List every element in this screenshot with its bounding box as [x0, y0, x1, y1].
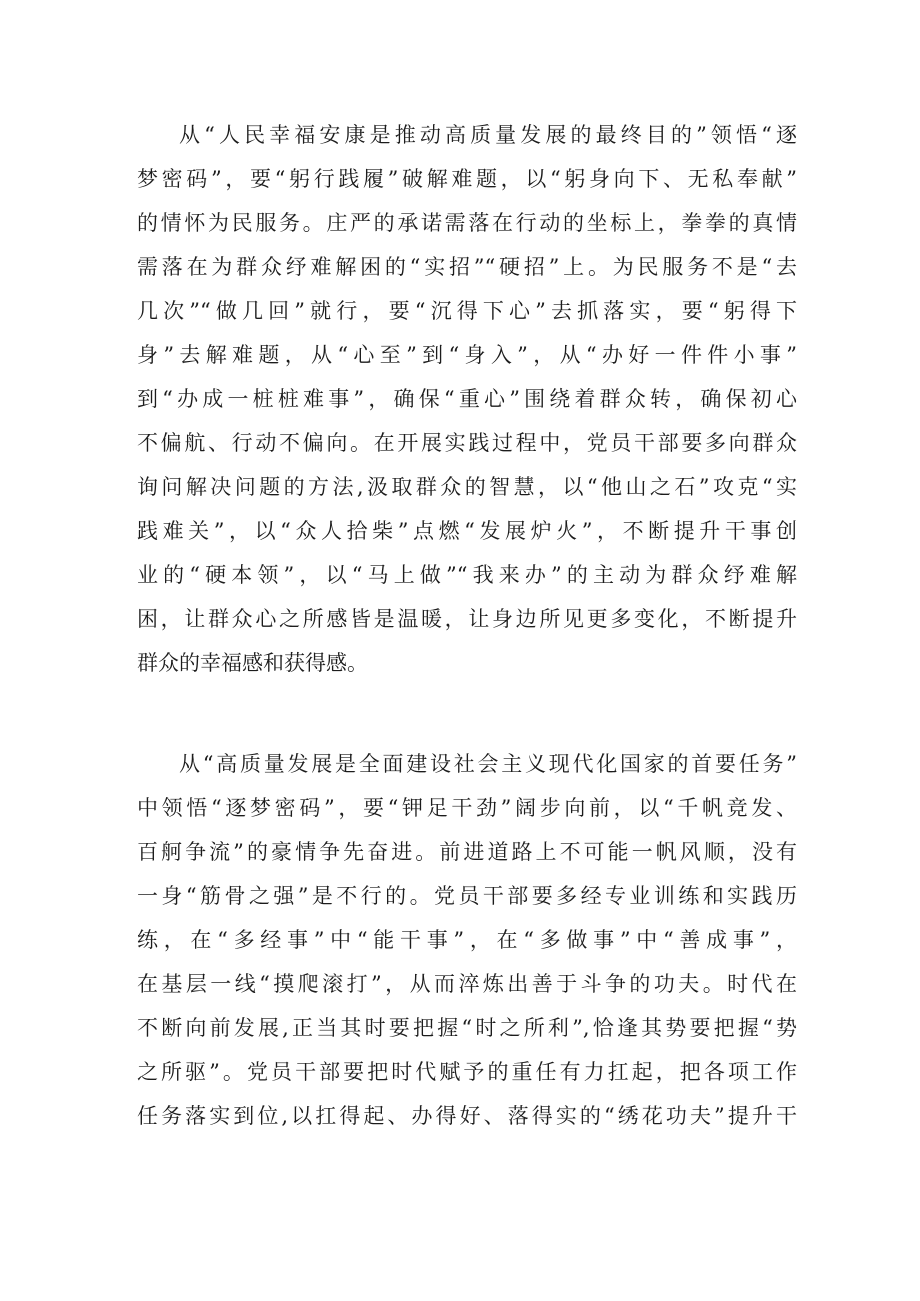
paragraph-line: 中领悟“逐梦密码”，要“钾足干劲”阔步向前，以“千帆竞发、 [137, 796, 797, 820]
paragraph-line: 梦密码”，要“躬行践履”破解难题，以“躬身向下、无私奉献” [137, 167, 797, 191]
paragraph-line: 的情怀为民服务。庄严的承诺需落在行动的坐标上，拳拳的真情 [137, 211, 797, 235]
paragraph-line: 群众的幸福感和获得感。 [137, 651, 368, 675]
paragraph-line: 践难关”，以“众人拾柴”点燃“发展炉火”，不断提升干事创 [137, 519, 797, 543]
paragraph-line: 需落在为群众纾难解困的“实招”“硬招”上。为民服务不是“去 [137, 255, 797, 279]
paragraph-2 [137, 742, 797, 1138]
paragraph-line: 从“人民幸福安康是推动高质量发展的最终目的”领悟“逐 [179, 123, 797, 147]
paragraph-line: 之所驱”。党员干部要把时代赋予的重任有力扛起，把各项工作 [137, 1060, 797, 1084]
paragraph-1 [137, 113, 797, 685]
paragraph-line: 到“办成一桩桩难事”，确保“重心”围绕着群众转，确保初心 [137, 387, 797, 411]
paragraph-line: 一身“筋骨之强”是不行的。党员干部要多经专业训练和实践历 [137, 884, 797, 908]
paragraph-line: 百舸争流”的豪情争先奋进。前进道路上不可能一帆风顺，没有 [137, 840, 797, 864]
paragraph-line: 练，在“多经事”中“能干事”，在“多做事”中“善成事”， [137, 928, 797, 952]
paragraph-line: 困，让群众心之所感皆是温暖，让身边所见更多变化，不断提升 [137, 607, 797, 631]
paragraph-line: 业的“硬本领”，以“马上做”“我来办”的主动为群众纾难解 [137, 563, 797, 587]
paragraph-line: 任务落实到位,以扛得起、办得好、落得实的“绣花功夫”提升干 [137, 1104, 797, 1128]
paragraph-line: 从“高质量发展是全面建设社会主义现代化国家的首要任务” [179, 752, 797, 776]
paragraph-line: 不偏航、行动不偏向。在开展实践过程中，党员干部要多向群众 [137, 431, 797, 455]
paragraph-line: 不断向前发展,正当其时要把握“时之所利”,恰逢其势要把握“势 [137, 1016, 797, 1040]
paragraph-line: 在基层一线“摸爬滚打”，从而淬炼出善于斗争的功夫。时代在 [137, 972, 797, 996]
paragraph-line: 询问解决问题的方法,汲取群众的智慧，以“他山之石”攻克“实 [137, 475, 797, 499]
paragraph-line: 身”去解难题，从“心至”到“身入”，从“办好一件件小事” [137, 343, 797, 367]
paragraph-line: 几次”“做几回”就行，要“沉得下心”去抓落实，要“躬得下 [137, 299, 797, 323]
